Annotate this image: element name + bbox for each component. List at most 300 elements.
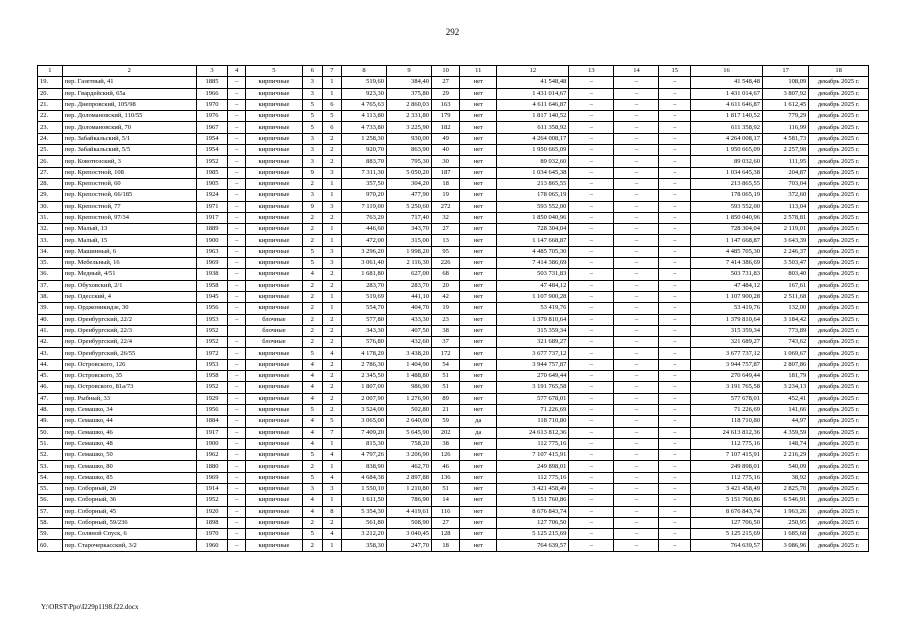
table-cell: – — [659, 167, 691, 178]
table-cell: 1 950 665,09 — [690, 145, 762, 156]
table-cell: – — [569, 156, 614, 167]
table-cell: 56. — [38, 495, 63, 506]
table-row — [38, 450, 869, 461]
table-cell: – — [659, 280, 691, 291]
table-cell: – — [659, 291, 691, 302]
table-cell: 7 107 415,91 — [497, 450, 569, 461]
table-cell: декабрь 2025 г. — [809, 371, 869, 382]
table-cell: 4 581,73 — [763, 133, 809, 144]
table-cell: 1970 — [196, 99, 228, 110]
table-cell: 2 119,01 — [763, 224, 809, 235]
table-cell: – — [228, 416, 246, 427]
table-cell: 508,90 — [387, 517, 432, 528]
table-cell: – — [228, 461, 246, 472]
table-cell: пер. Соборный, 59/236 — [62, 517, 196, 528]
table-cell: 1952 — [196, 156, 228, 167]
header-cell: 8 — [341, 66, 386, 77]
table-cell: 38 — [432, 438, 460, 449]
table-cell: пер. Соборный, 45 — [62, 506, 196, 517]
table-cell: 7 414 386,69 — [497, 258, 569, 269]
table-cell: 53 419,76 — [497, 303, 569, 314]
header-cell: 3 — [196, 66, 228, 77]
table-cell: 27 — [432, 224, 460, 235]
table-cell: 19 — [432, 303, 460, 314]
table-cell: 4 — [302, 269, 322, 280]
table-cell: 7 107 415,91 — [690, 450, 762, 461]
table-cell: нет — [460, 438, 497, 449]
table-cell: 41 548,48 — [497, 77, 569, 88]
table-cell: кирпичные — [246, 269, 302, 280]
table-cell: 1 — [322, 540, 341, 551]
table-cell: декабрь 2025 г. — [809, 77, 869, 88]
table-cell: – — [569, 77, 614, 88]
table-cell: – — [659, 337, 691, 348]
table-cell: – — [569, 472, 614, 483]
table-cell: 1 807,00 — [341, 382, 386, 393]
table-cell: декабрь 2025 г. — [809, 517, 869, 528]
table-cell: 5 — [302, 258, 322, 269]
table-cell: – — [569, 438, 614, 449]
table-cell: декабрь 2025 г. — [809, 382, 869, 393]
table-cell: 593 552,00 — [497, 201, 569, 212]
table-cell: пер. Семашко, 85 — [62, 472, 196, 483]
table-cell: 1945 — [196, 291, 228, 302]
table-cell: 2 246,37 — [763, 246, 809, 257]
table-cell: кирпичные — [246, 472, 302, 483]
table-cell: – — [228, 269, 246, 280]
table-cell: декабрь 2025 г. — [809, 291, 869, 302]
table-cell: 127 706,50 — [690, 517, 762, 528]
table-cell: 2 — [322, 337, 341, 348]
table-cell: пер. Островского, 35 — [62, 371, 196, 382]
table-cell: 19 — [432, 190, 460, 201]
table-cell: – — [659, 382, 691, 393]
table-cell: 5 — [302, 111, 322, 122]
table-cell: 3 677 737,12 — [690, 348, 762, 359]
table-row — [38, 416, 869, 427]
table-cell: 1920 — [196, 506, 228, 517]
table-cell: 764 639,57 — [497, 540, 569, 551]
table-cell: декабрь 2025 г. — [809, 404, 869, 415]
table-cell: пер. Соборный, 29 — [62, 483, 196, 494]
table-cell: нет — [460, 450, 497, 461]
table-cell: 2 578,81 — [763, 212, 809, 223]
table-cell: 4 733,80 — [341, 122, 386, 133]
table-cell: 4 — [302, 427, 322, 438]
table-cell: 1952 — [196, 382, 228, 393]
table-cell: 3 — [322, 258, 341, 269]
table-cell: кирпичные — [246, 438, 302, 449]
table-cell: – — [614, 122, 659, 133]
table-cell: 2 — [302, 325, 322, 336]
table-cell: 1 — [322, 303, 341, 314]
header-cell: 17 — [763, 66, 809, 77]
table-cell: 3 — [322, 201, 341, 212]
table-cell: кирпичные — [246, 77, 302, 88]
table-cell: декабрь 2025 г. — [809, 472, 869, 483]
table-row — [38, 122, 869, 133]
table-cell: пер. Старочеркасский, 3/2 — [62, 540, 196, 551]
table-cell: 51. — [38, 438, 63, 449]
table-cell: 1880 — [196, 461, 228, 472]
table-cell: 3 524,00 — [341, 404, 386, 415]
table-cell: 432,60 — [387, 337, 432, 348]
table-cell: 4 — [302, 382, 322, 393]
table-cell: 1885 — [196, 77, 228, 88]
table-cell: кирпичные — [246, 258, 302, 269]
table-cell: 59. — [38, 529, 63, 540]
table-cell: – — [614, 88, 659, 99]
table-cell: нет — [460, 212, 497, 223]
table-cell: 5 151 760,86 — [497, 495, 569, 506]
table-cell: – — [569, 145, 614, 156]
table-cell: да — [460, 427, 497, 438]
table-cell: 3 061,40 — [341, 258, 386, 269]
table-row — [38, 201, 869, 212]
table-cell: – — [569, 461, 614, 472]
table-cell: пер. Малый, 15 — [62, 235, 196, 246]
table-cell: нет — [460, 201, 497, 212]
table-cell: 29 — [432, 88, 460, 99]
table-cell: кирпичные — [246, 201, 302, 212]
table-cell: – — [569, 201, 614, 212]
table-cell: кирпичные — [246, 246, 302, 257]
table-cell: 815,30 — [341, 438, 386, 449]
table-cell: нет — [460, 314, 497, 325]
table-cell: кирпичные — [246, 303, 302, 314]
table-cell: 779,29 — [763, 111, 809, 122]
table-row — [38, 438, 869, 449]
table-cell: нет — [460, 156, 497, 167]
table-cell: – — [228, 404, 246, 415]
table-cell: – — [614, 427, 659, 438]
table-cell: 4 765,63 — [341, 99, 386, 110]
table-cell: 3 — [302, 483, 322, 494]
table-cell: 250,95 — [763, 517, 809, 528]
table-cell: 5 354,30 — [341, 506, 386, 517]
table-cell: 43. — [38, 348, 63, 359]
table-cell: 27 — [432, 517, 460, 528]
table-cell: – — [614, 348, 659, 359]
table-cell: 187 — [432, 167, 460, 178]
table-row — [38, 404, 869, 415]
table-cell: 2 825,78 — [763, 483, 809, 494]
table-cell: пер. Островского, 81а/73 — [62, 382, 196, 393]
table-cell: 50. — [38, 427, 63, 438]
table-cell: 3 503,47 — [763, 258, 809, 269]
table-cell: – — [659, 540, 691, 551]
table-cell: – — [228, 517, 246, 528]
table-cell: – — [228, 529, 246, 540]
table-cell: 441,10 — [387, 291, 432, 302]
table-cell: 2 — [322, 133, 341, 144]
table-cell: декабрь 2025 г. — [809, 88, 869, 99]
table-cell: декабрь 2025 г. — [809, 122, 869, 133]
table-cell: – — [228, 190, 246, 201]
table-cell: 1960 — [196, 540, 228, 551]
table-cell: 55. — [38, 483, 63, 494]
table-cell: – — [614, 212, 659, 223]
table-cell: 4 485 705,30 — [497, 246, 569, 257]
table-cell: декабрь 2025 г. — [809, 258, 869, 269]
table-row — [38, 269, 869, 280]
table-cell: – — [614, 314, 659, 325]
table-cell: 49 — [432, 133, 460, 144]
table-cell: 2 007,90 — [341, 393, 386, 404]
table-cell: нет — [460, 483, 497, 494]
table-cell: – — [614, 495, 659, 506]
table-cell: – — [659, 371, 691, 382]
table-cell: – — [228, 235, 246, 246]
table-cell: – — [659, 325, 691, 336]
table-cell: 1954 — [196, 133, 228, 144]
table-cell: 2 — [302, 337, 322, 348]
table-cell: – — [614, 99, 659, 110]
table-cell: декабрь 2025 г. — [809, 438, 869, 449]
table-cell: 1 034 645,38 — [497, 167, 569, 178]
table-cell: нет — [460, 178, 497, 189]
table-cell: 3 065,00 — [341, 416, 386, 427]
table-cell: декабрь 2025 г. — [809, 235, 869, 246]
table-cell: 47 484,12 — [497, 280, 569, 291]
table-cell: – — [659, 416, 691, 427]
table-cell: нет — [460, 337, 497, 348]
table-cell: – — [614, 246, 659, 257]
table-cell: – — [569, 382, 614, 393]
table-cell: пер. Островского, 126 — [62, 359, 196, 370]
table-cell: – — [614, 145, 659, 156]
header-cell: 4 — [228, 66, 246, 77]
table-cell: 863,90 — [387, 145, 432, 156]
table-cell: – — [614, 156, 659, 167]
table-cell: – — [614, 393, 659, 404]
table-row — [38, 314, 869, 325]
table-cell: 3 191 765,58 — [497, 382, 569, 393]
table-cell: нет — [460, 190, 497, 201]
header-cell: 9 — [387, 66, 432, 77]
table-cell: декабрь 2025 г. — [809, 145, 869, 156]
table-cell: – — [228, 201, 246, 212]
table-cell: пер. Семашко, 50 — [62, 450, 196, 461]
table-cell: декабрь 2025 г. — [809, 246, 869, 257]
table-cell: 58. — [38, 517, 63, 528]
table-cell: – — [569, 190, 614, 201]
table-cell: – — [228, 371, 246, 382]
table-cell: 40 — [432, 145, 460, 156]
table-cell: пер. Гвардейский, 65а — [62, 88, 196, 99]
table-cell: 3 — [302, 190, 322, 201]
table-cell: кирпичные — [246, 348, 302, 359]
table-cell: 4 684,38 — [341, 472, 386, 483]
table-cell: – — [614, 235, 659, 246]
table-cell: 3 — [302, 156, 322, 167]
table-cell: нет — [460, 461, 497, 472]
table-cell: 717,40 — [387, 212, 432, 223]
table-cell: 930,00 — [387, 133, 432, 144]
table-cell: – — [569, 280, 614, 291]
table-cell: 44,97 — [763, 416, 809, 427]
table-cell: кирпичные — [246, 529, 302, 540]
table-cell: 136 — [432, 472, 460, 483]
table-cell: 2 — [322, 404, 341, 415]
table-cell: 32. — [38, 224, 63, 235]
table-cell: декабрь 2025 г. — [809, 111, 869, 122]
table-cell: – — [614, 224, 659, 235]
table-cell: 116 — [432, 506, 460, 517]
table-cell: 315 359,34 — [497, 325, 569, 336]
table-cell: кирпичные — [246, 280, 302, 291]
table-cell: 8 — [322, 506, 341, 517]
table-cell: 2 216,29 — [763, 450, 809, 461]
table-cell: 213 865,55 — [690, 178, 762, 189]
table-cell: декабрь 2025 г. — [809, 427, 869, 438]
table-cell: 22. — [38, 111, 63, 122]
table-cell: – — [614, 167, 659, 178]
table-row — [38, 382, 869, 393]
table-cell: 163 — [432, 99, 460, 110]
table-cell: 1900 — [196, 438, 228, 449]
table-cell: 4 611 646,87 — [690, 99, 762, 110]
table-cell: 4 419,61 — [387, 506, 432, 517]
table-cell: 132,00 — [763, 303, 809, 314]
table-cell: 1 147 668,87 — [497, 235, 569, 246]
header-cell: 14 — [614, 66, 659, 77]
table-cell: 4 — [302, 359, 322, 370]
table-cell: 181,79 — [763, 371, 809, 382]
table-cell: – — [659, 99, 691, 110]
table-cell: пер. Семашко, 44 — [62, 416, 196, 427]
table-cell: 53 419,76 — [690, 303, 762, 314]
table-cell: 2 — [302, 212, 322, 223]
table-cell: – — [614, 461, 659, 472]
table-cell: 1889 — [196, 224, 228, 235]
table-cell: 1 034 645,38 — [690, 167, 762, 178]
table-cell: 5 — [302, 404, 322, 415]
table-row — [38, 280, 869, 291]
table-cell: 116,99 — [763, 122, 809, 133]
table-cell: 47. — [38, 393, 63, 404]
table-cell: декабрь 2025 г. — [809, 303, 869, 314]
table-row — [38, 529, 869, 540]
table-cell: – — [228, 280, 246, 291]
table-cell: 3 206,90 — [387, 450, 432, 461]
table-cell: – — [228, 506, 246, 517]
table-cell: 4 — [302, 416, 322, 427]
table-cell: 743,62 — [763, 337, 809, 348]
table-cell: 37. — [38, 280, 63, 291]
table-cell: 920,70 — [341, 145, 386, 156]
table-cell: 1971 — [196, 201, 228, 212]
table-cell: – — [569, 337, 614, 348]
table-cell: – — [659, 269, 691, 280]
table-cell: 1917 — [196, 427, 228, 438]
table-row — [38, 224, 869, 235]
table-cell: кирпичные — [246, 88, 302, 99]
table-cell: 1 210,80 — [387, 483, 432, 494]
table-cell: пер. Семашко, 80 — [62, 461, 196, 472]
table-cell: 5 — [302, 529, 322, 540]
table-cell: 540,09 — [763, 461, 809, 472]
table-cell: 126 — [432, 450, 460, 461]
table-cell: нет — [460, 404, 497, 415]
table-cell: – — [569, 235, 614, 246]
table-cell: кирпичные — [246, 167, 302, 178]
table-cell: 3 296,20 — [341, 246, 386, 257]
table-cell: – — [569, 348, 614, 359]
table-cell: 1884 — [196, 416, 228, 427]
table-cell: 7 119,00 — [341, 201, 386, 212]
table-cell: 1972 — [196, 348, 228, 359]
table-cell: кирпичные — [246, 416, 302, 427]
table-cell: декабрь 2025 г. — [809, 529, 869, 540]
table-cell: нет — [460, 167, 497, 178]
table-cell: 1 611,50 — [341, 495, 386, 506]
table-cell: нет — [460, 325, 497, 336]
table-cell: 1 — [322, 224, 341, 235]
table-cell: – — [614, 337, 659, 348]
table-cell: нет — [460, 269, 497, 280]
table-cell: – — [228, 99, 246, 110]
table-cell: декабрь 2025 г. — [809, 495, 869, 506]
table-cell: 2 511,68 — [763, 291, 809, 302]
table-cell: 36. — [38, 269, 63, 280]
table-cell: 2 640,00 — [387, 416, 432, 427]
table-cell: 3 — [302, 88, 322, 99]
table-cell: 24 613 812,36 — [497, 427, 569, 438]
table-cell: – — [569, 325, 614, 336]
table-cell: декабрь 2025 г. — [809, 133, 869, 144]
table-cell: – — [659, 224, 691, 235]
table-cell: 703,04 — [763, 178, 809, 189]
table-cell: – — [228, 167, 246, 178]
table-cell: – — [659, 156, 691, 167]
table-cell: – — [659, 145, 691, 156]
table-cell: кирпичные — [246, 99, 302, 110]
table-cell: 3 — [322, 167, 341, 178]
table-cell: 2 — [322, 517, 341, 528]
table-cell: – — [569, 99, 614, 110]
table-cell: 127 706,50 — [497, 517, 569, 528]
table-cell: – — [228, 212, 246, 223]
table-cell: 5 050,20 — [387, 167, 432, 178]
table-cell: 1938 — [196, 269, 228, 280]
table-cell: пер. Оренбургский, 22/4 — [62, 337, 196, 348]
table-cell: декабрь 2025 г. — [809, 393, 869, 404]
table-cell: пер. Оренбургский, 22/3 — [62, 325, 196, 336]
table-cell: 357,50 — [341, 178, 386, 189]
table-cell: нет — [460, 133, 497, 144]
footer-file-path: Y:\ORST\Ppo\I229p1198.f22.docx — [41, 603, 139, 611]
table-cell: пер. Днепровский, 105/98 — [62, 99, 196, 110]
table-cell: – — [659, 393, 691, 404]
table-cell: – — [569, 88, 614, 99]
table-cell: 477,90 — [387, 190, 432, 201]
table-cell: пер. Мебельный, 16 — [62, 258, 196, 269]
table-cell: – — [614, 178, 659, 189]
table-cell: декабрь 2025 г. — [809, 348, 869, 359]
table-row — [38, 325, 869, 336]
table-cell: пер. Крепостной, 60 — [62, 178, 196, 189]
table-cell: 111,95 — [763, 156, 809, 167]
table-cell: кирпичные — [246, 111, 302, 122]
table-cell: – — [569, 359, 614, 370]
table-cell: кирпичные — [246, 517, 302, 528]
table-cell: 283,70 — [387, 280, 432, 291]
table-cell: 2 807,86 — [763, 359, 809, 370]
table-cell: 1 379 810,64 — [690, 314, 762, 325]
table-cell: пер. Крепостной, 66/185 — [62, 190, 196, 201]
table-cell: – — [569, 450, 614, 461]
